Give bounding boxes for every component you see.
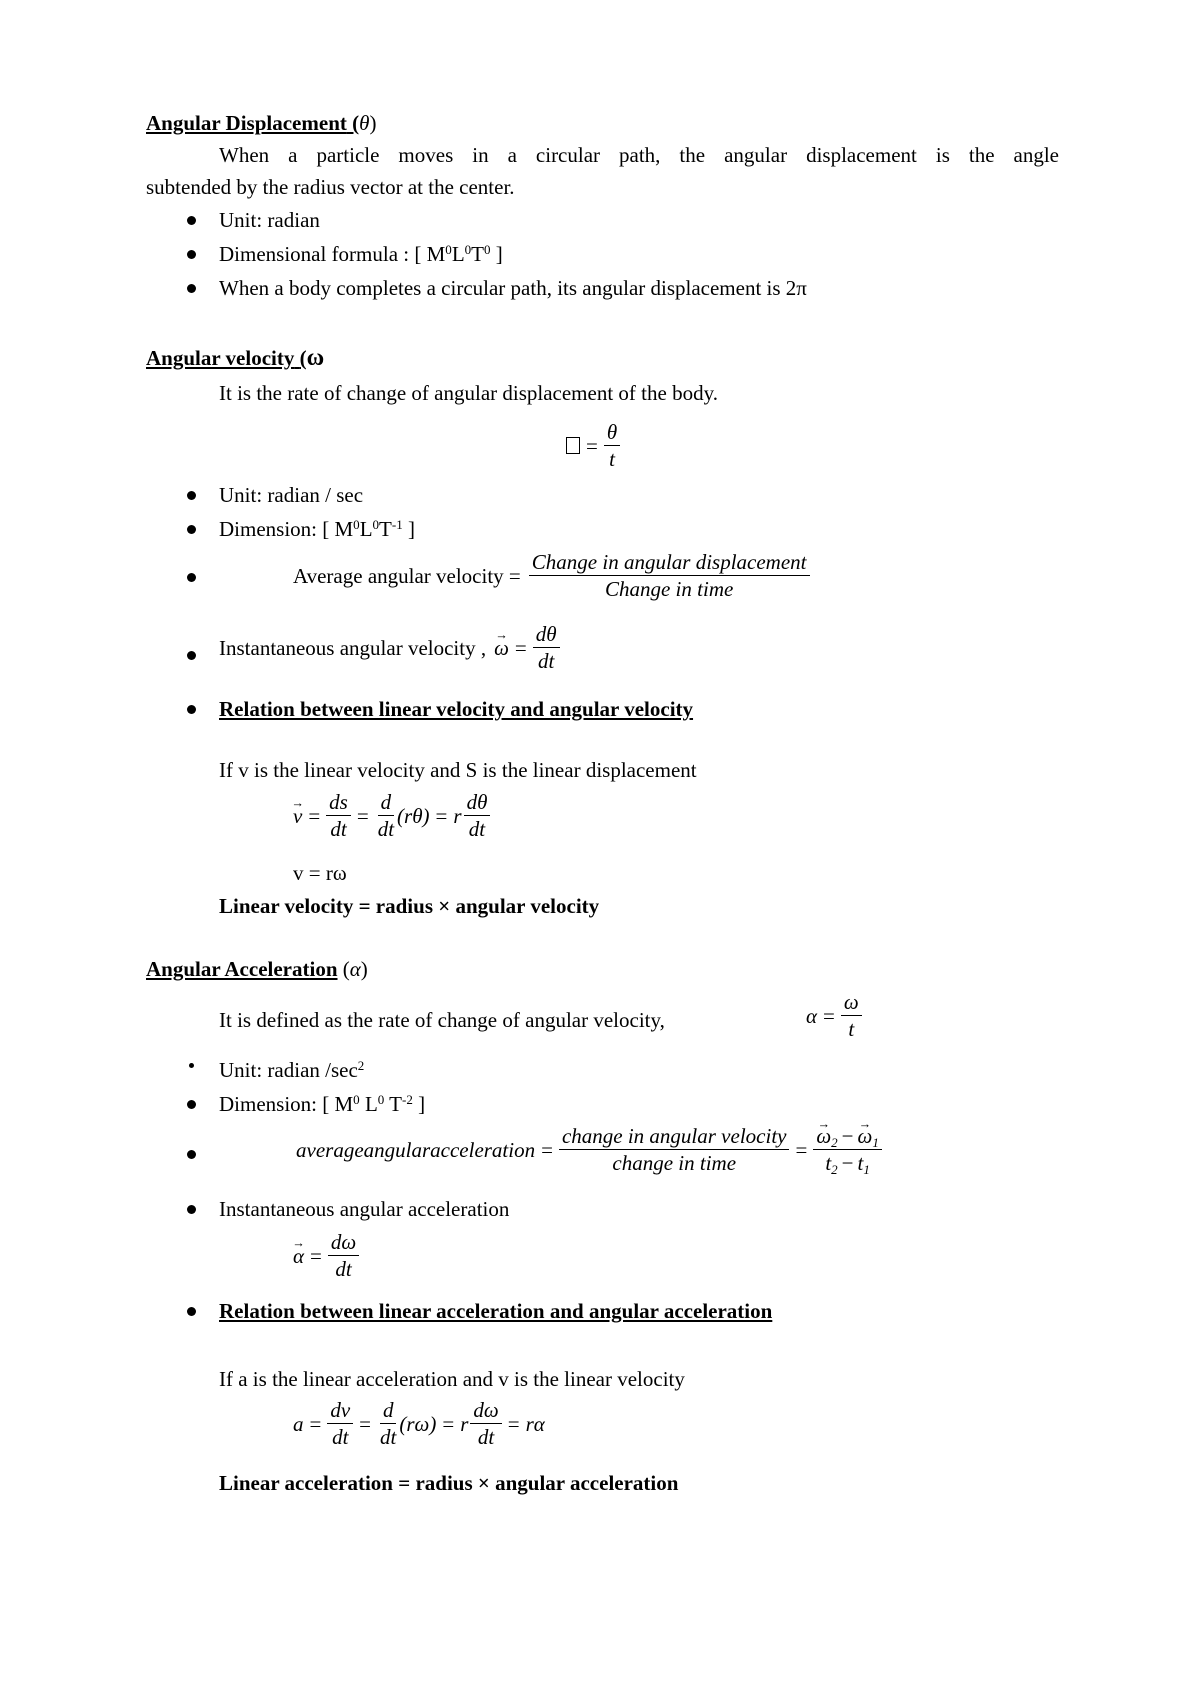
dimension-label: Dimensional formula : [ M [219, 242, 446, 266]
instantaneous-acceleration-formula: → α = $\frac{d\omega}{dt}$ [293, 1230, 359, 1281]
alpha-definition-formula: α = $\frac{\omega}{t}$ [806, 990, 862, 1041]
bullet-dot [187, 284, 196, 293]
v-equals-r-omega: v = rω [293, 861, 347, 885]
relation-acceleration-heading: Relation between linear acceleration and angular acceleration [219, 1299, 773, 1323]
section-heading-angular-displacement: Angular Displacement (θ) [146, 111, 377, 135]
bullet-dot [187, 573, 196, 582]
bullet-dot [187, 216, 196, 225]
missing-glyph-box [566, 437, 580, 454]
average-angular-velocity-formula: Average angular velocity = $\frac{\text{Change in angular displacement}}{\text{Change in time}}$ [293, 550, 810, 601]
alpha-symbol: α [349, 957, 361, 981]
velocity-derivation: → v = $\frac{ds}{dt}$ = $\frac{d}{dt}$ (rθ) = r $\frac{d\theta}{dt}$ [293, 790, 490, 841]
instantaneous-acceleration-label: Instantaneous angular acceleration [219, 1197, 510, 1221]
linear-acceleration-conclusion: Linear acceleration = radius × angular acceleration [219, 1471, 679, 1495]
bullet-dot [187, 525, 196, 534]
bullet-dot [187, 1205, 196, 1214]
relation-velocity-heading: Relation between linear velocity and angular velocity [219, 697, 694, 721]
omega-symbol: ω [306, 345, 325, 371]
instantaneous-angular-velocity: Instantaneous angular velocity , → ω = $\frac{d\theta}{dt}$ [219, 622, 560, 673]
linear-velocity-conclusion: Linear velocity = radius × angular velocity [219, 894, 600, 918]
bullet-dot [187, 651, 196, 660]
bullet-dot [187, 1100, 196, 1109]
average-angular-acceleration-formula: averageangularacceleration = $\frac{\text{change in angular velocity}}{\text{change in time}}$ = → $\frac{\omega_2 -\to \omega_1}{t_2 - t_1}$ [296, 1124, 882, 1175]
heading-text: Angular velocity [146, 346, 295, 370]
bullet-dot [187, 1307, 196, 1316]
omega-formula: = $\frac{\theta}{t}$ [566, 420, 620, 471]
section-heading-angular-velocity: Angular velocity (ω [146, 345, 325, 371]
intro-paragraph-line2: subtended by the radius vector at the center. [146, 175, 515, 199]
bullet-dot [189, 1063, 194, 1068]
dimension-bullet: Dimension: [ $M^0$ $L^0$ $T^{-2}$ ] [219, 1091, 426, 1116]
intro-line1-text: When a particle moves in a circular path, the angular displacement is the angle [219, 143, 1059, 167]
heading-text: Angular Displacement [146, 111, 347, 135]
heading-text: Angular Acceleration [146, 957, 338, 981]
dimension-bullet: Dimension: [ $M^0L^0T^{-1}$ ] [219, 516, 415, 541]
unit-bullet: Unit: radian [219, 208, 320, 232]
dimension-bullet: Dimensional formula : [ $M^0L^0T^0$ ] [219, 241, 503, 266]
full-circle-bullet: When a body completes a circular path, its angular displacement is 2π [219, 276, 807, 300]
relation-velocity-intro: If v is the linear velocity and S is the linear displacement [219, 758, 697, 782]
theta-symbol: θ [359, 111, 370, 135]
bullet-dot [187, 1150, 196, 1159]
intro-paragraph-line1 [219, 142, 1059, 168]
unit-bullet: Unit: radian / sec [219, 483, 364, 507]
bullet-dot [187, 491, 196, 500]
section-heading-angular-acceleration: Angular Acceleration (α) [146, 957, 368, 981]
unit-bullet: Unit: radian $/\sec^2$ [219, 1057, 365, 1082]
acceleration-derivation: a = $\frac{dv}{dt}$ = $\frac{d}{dt}$ (rω) = r $\frac{d\omega}{dt}$ = rα [293, 1398, 545, 1450]
bullet-dot [187, 250, 196, 259]
acceleration-intro: It is defined as the rate of change of angular velocity, [219, 1008, 665, 1032]
relation-acceleration-intro: If a is the linear acceleration and v is the linear velocity [219, 1367, 685, 1391]
velocity-intro: It is the rate of change of angular displacement of the body. [219, 381, 718, 405]
bullet-dot [187, 705, 196, 714]
